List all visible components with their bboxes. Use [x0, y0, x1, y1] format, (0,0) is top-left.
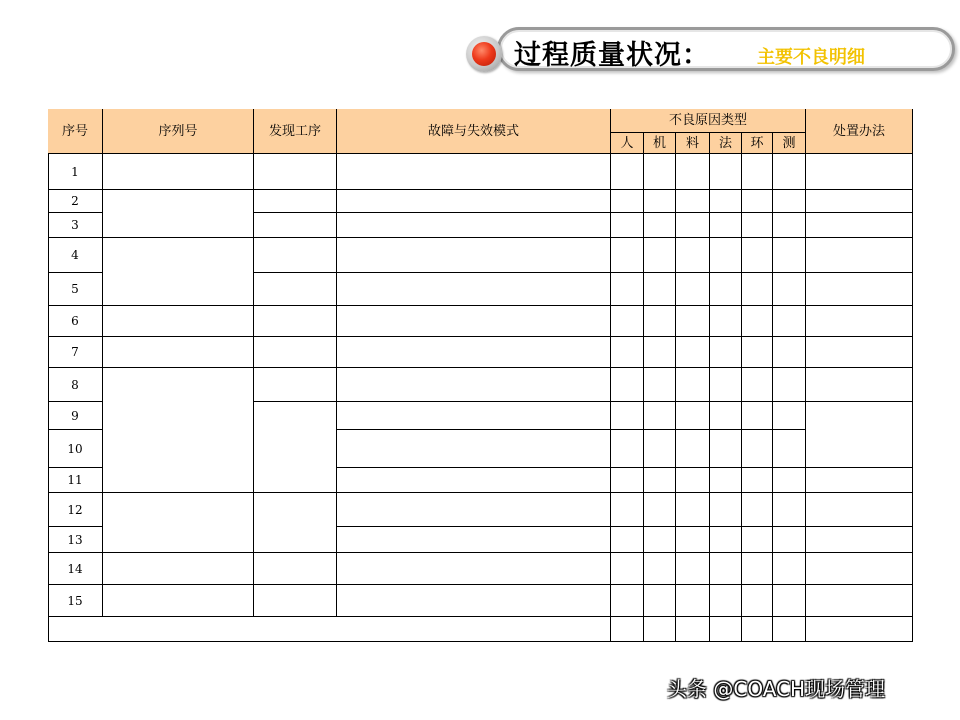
cause-cell[interactable] [676, 213, 710, 238]
failure-mode-cell[interactable] [337, 238, 611, 273]
cause-cell[interactable] [742, 493, 773, 527]
watermark: 头条 @COACH现场管理 [667, 677, 886, 701]
cause-cell[interactable] [676, 493, 710, 527]
cause-cell[interactable] [611, 190, 644, 213]
cause-cell[interactable] [773, 337, 806, 368]
serial-cell[interactable] [103, 154, 254, 190]
process-cell[interactable] [254, 368, 337, 402]
failure-mode-cell[interactable] [337, 527, 611, 553]
disposal-cell[interactable] [806, 213, 913, 238]
cause-cell[interactable] [611, 553, 644, 585]
page-title: 过程质量状况： [514, 40, 710, 71]
cause-cell[interactable] [611, 585, 644, 617]
process-cell[interactable] [254, 273, 337, 306]
cause-cell[interactable] [742, 273, 773, 306]
cause-cell[interactable] [773, 402, 806, 430]
cause-cell[interactable] [676, 553, 710, 585]
cause-cell[interactable] [644, 306, 676, 337]
cause-cell[interactable] [710, 493, 742, 527]
cause-cell[interactable] [644, 553, 676, 585]
disposal-cell[interactable] [806, 273, 913, 306]
cause-cell[interactable] [742, 190, 773, 213]
cause-cell[interactable] [710, 430, 742, 468]
row-number: 4 [48, 238, 103, 273]
cause-cell[interactable] [611, 402, 644, 430]
process-cell[interactable] [254, 402, 337, 493]
disposal-cell[interactable] [806, 306, 913, 337]
serial-cell[interactable] [103, 585, 254, 617]
failure-mode-cell[interactable] [337, 190, 611, 213]
header-cause-3: 法 [710, 133, 742, 154]
cause-cell[interactable] [710, 527, 742, 553]
serial-cell[interactable] [103, 368, 254, 493]
cause-cell[interactable] [710, 368, 742, 402]
process-cell[interactable] [254, 238, 337, 273]
cause-cell[interactable] [773, 273, 806, 306]
disposal-cell[interactable] [806, 585, 913, 617]
header-cause-group: 不良原因类型 [611, 109, 806, 133]
failure-mode-cell[interactable] [337, 213, 611, 238]
cause-cell[interactable] [773, 306, 806, 337]
row-number: 14 [48, 553, 103, 585]
row-number: 7 [48, 337, 103, 368]
row-number: 15 [48, 585, 103, 617]
cause-cell[interactable] [611, 154, 644, 190]
cause-cell[interactable] [644, 468, 676, 493]
cause-cell[interactable] [676, 527, 710, 553]
cause-cell[interactable] [611, 238, 644, 273]
cause-cell[interactable] [773, 190, 806, 213]
cause-cell[interactable] [644, 154, 676, 190]
cause-cell[interactable] [773, 213, 806, 238]
serial-cell[interactable] [103, 190, 254, 238]
cause-cell[interactable] [773, 553, 806, 585]
cause-cell[interactable] [773, 154, 806, 190]
cause-cell[interactable] [676, 337, 710, 368]
header-disposal: 处置办法 [806, 109, 913, 154]
disposal-cell[interactable] [806, 527, 913, 553]
row-number: 8 [48, 368, 103, 402]
row-number: 2 [48, 190, 103, 213]
disposal-cell[interactable] [806, 368, 913, 402]
process-cell[interactable] [254, 337, 337, 368]
cause-cell[interactable] [773, 585, 806, 617]
row-number: 5 [48, 273, 103, 306]
cause-cell[interactable] [742, 154, 773, 190]
cause-cell[interactable] [611, 430, 644, 468]
footer-cause-cell[interactable] [676, 617, 710, 642]
cause-cell[interactable] [710, 273, 742, 306]
cause-cell[interactable] [710, 190, 742, 213]
cause-cell[interactable] [710, 154, 742, 190]
cause-cell[interactable] [611, 273, 644, 306]
row-number: 12 [48, 493, 103, 527]
disposal-cell[interactable] [806, 553, 913, 585]
cause-cell[interactable] [611, 306, 644, 337]
process-cell[interactable] [254, 553, 337, 585]
process-cell[interactable] [254, 585, 337, 617]
serial-cell[interactable] [103, 306, 254, 337]
cause-cell[interactable] [611, 337, 644, 368]
cause-cell[interactable] [710, 402, 742, 430]
cause-cell[interactable] [676, 402, 710, 430]
cause-cell[interactable] [676, 273, 710, 306]
cause-cell[interactable] [644, 585, 676, 617]
failure-mode-cell[interactable] [337, 402, 611, 430]
cause-cell[interactable] [773, 430, 806, 468]
cause-cell[interactable] [611, 527, 644, 553]
cause-cell[interactable] [710, 238, 742, 273]
disposal-cell[interactable] [806, 154, 913, 190]
process-cell[interactable] [254, 213, 337, 238]
failure-mode-cell[interactable] [337, 493, 611, 527]
footer-cause-cell[interactable] [611, 617, 644, 642]
footer-disposal-cell[interactable] [806, 617, 913, 642]
row-number: 10 [48, 430, 103, 468]
serial-cell[interactable] [103, 337, 254, 368]
header-cause-1: 机 [644, 133, 676, 154]
cause-cell[interactable] [644, 368, 676, 402]
cause-cell[interactable] [773, 238, 806, 273]
cause-cell[interactable] [773, 368, 806, 402]
row-number: 1 [48, 154, 103, 190]
failure-mode-cell[interactable] [337, 468, 611, 493]
row-number: 3 [48, 213, 103, 238]
cause-cell[interactable] [742, 553, 773, 585]
header-failure-mode: 故障与失效模式 [337, 109, 611, 154]
cause-cell[interactable] [676, 430, 710, 468]
cause-cell[interactable] [710, 468, 742, 493]
cause-cell[interactable] [773, 468, 806, 493]
cause-cell[interactable] [710, 213, 742, 238]
cause-cell[interactable] [644, 402, 676, 430]
cause-cell[interactable] [676, 190, 710, 213]
header-cause-0: 人 [611, 133, 644, 154]
cause-cell[interactable] [676, 368, 710, 402]
row-number: 9 [48, 402, 103, 430]
cause-cell[interactable] [611, 468, 644, 493]
header-cause-2: 料 [676, 133, 710, 154]
process-cell[interactable] [254, 306, 337, 337]
red-dot-icon [472, 42, 496, 66]
footer-cause-cell[interactable] [644, 617, 676, 642]
footer-cause-cell[interactable] [742, 617, 773, 642]
cause-cell[interactable] [742, 527, 773, 553]
footer-cause-cell[interactable] [773, 617, 806, 642]
cause-cell[interactable] [742, 238, 773, 273]
failure-mode-cell[interactable] [337, 368, 611, 402]
cause-cell[interactable] [611, 368, 644, 402]
disposal-cell[interactable] [806, 402, 913, 468]
serial-cell[interactable] [103, 238, 254, 306]
failure-mode-cell[interactable] [337, 553, 611, 585]
header-cause-4: 环 [742, 133, 773, 154]
cause-cell[interactable] [742, 468, 773, 493]
row-number: 13 [48, 527, 103, 553]
cause-cell[interactable] [644, 238, 676, 273]
header-process: 发现工序 [254, 109, 337, 154]
cause-cell[interactable] [710, 337, 742, 368]
cause-cell[interactable] [644, 527, 676, 553]
cause-cell[interactable] [742, 585, 773, 617]
cause-cell[interactable] [742, 430, 773, 468]
cause-cell[interactable] [644, 493, 676, 527]
failure-mode-cell[interactable] [337, 585, 611, 617]
cause-cell[interactable] [742, 306, 773, 337]
cause-cell[interactable] [742, 402, 773, 430]
page-subtitle: 主要不良明细 [757, 47, 865, 68]
row-number: 11 [48, 468, 103, 493]
failure-mode-cell[interactable] [337, 273, 611, 306]
cause-cell[interactable] [742, 368, 773, 402]
failure-mode-cell[interactable] [337, 430, 611, 468]
footer-cell[interactable] [48, 617, 611, 642]
cause-cell[interactable] [676, 585, 710, 617]
failure-mode-cell[interactable] [337, 154, 611, 190]
cause-cell[interactable] [676, 306, 710, 337]
disposal-cell[interactable] [806, 238, 913, 273]
disposal-cell[interactable] [806, 337, 913, 368]
cause-cell[interactable] [644, 190, 676, 213]
header-seq: 序号 [48, 109, 103, 154]
disposal-cell[interactable] [806, 190, 913, 213]
row-number: 6 [48, 306, 103, 337]
failure-mode-cell[interactable] [337, 306, 611, 337]
cause-cell[interactable] [710, 306, 742, 337]
disposal-cell[interactable] [806, 468, 913, 493]
cause-cell[interactable] [742, 337, 773, 368]
cause-cell[interactable] [742, 213, 773, 238]
cause-cell[interactable] [644, 273, 676, 306]
header-cause-5: 测 [773, 133, 806, 154]
cause-cell[interactable] [676, 154, 710, 190]
cause-cell[interactable] [676, 238, 710, 273]
process-cell[interactable] [254, 493, 337, 553]
footer-cause-cell[interactable] [710, 617, 742, 642]
cause-cell[interactable] [710, 585, 742, 617]
cause-cell[interactable] [611, 213, 644, 238]
serial-cell[interactable] [103, 553, 254, 585]
serial-cell[interactable] [103, 493, 254, 553]
cause-cell[interactable] [773, 493, 806, 527]
cause-cell[interactable] [644, 213, 676, 238]
header-serial: 序列号 [103, 109, 254, 154]
cause-cell[interactable] [676, 468, 710, 493]
cause-cell[interactable] [611, 493, 644, 527]
cause-cell[interactable] [644, 337, 676, 368]
cause-cell[interactable] [644, 430, 676, 468]
process-cell[interactable] [254, 190, 337, 213]
cause-cell[interactable] [773, 527, 806, 553]
failure-mode-cell[interactable] [337, 337, 611, 368]
process-cell[interactable] [254, 154, 337, 190]
disposal-cell[interactable] [806, 493, 913, 527]
cause-cell[interactable] [710, 553, 742, 585]
